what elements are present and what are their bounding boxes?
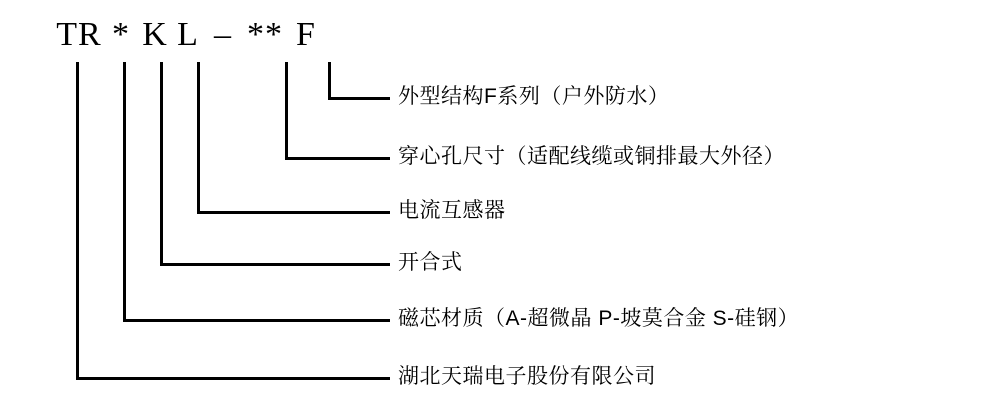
callout-label-split-core: 开合式 bbox=[398, 251, 463, 274]
leader-line-vertical-hole-size bbox=[285, 62, 288, 160]
code-segment-k: K bbox=[142, 16, 168, 53]
code-segment-l: L bbox=[177, 16, 199, 53]
leader-line-horizontal-split-core bbox=[160, 263, 390, 266]
code-segment-dash: – bbox=[214, 16, 232, 53]
callout-label-hole-size: 穿心孔尺寸（适配线缆或铜排最大外径） bbox=[398, 145, 785, 168]
callout-label-company: 湖北天瑞电子股份有限公司 bbox=[398, 365, 656, 388]
callout-label-core-material: 磁芯材质（A-超微晶 P-坡莫合金 S-硅钢） bbox=[398, 307, 800, 330]
leader-line-horizontal-hole-size bbox=[285, 157, 390, 160]
leader-line-vertical-f-series bbox=[328, 62, 331, 100]
code-segment-f: F bbox=[296, 16, 316, 53]
leader-line-vertical-company bbox=[76, 62, 79, 380]
callout-label-f-series: 外型结构F系列（户外防水） bbox=[398, 85, 670, 108]
leader-line-horizontal-core-material bbox=[123, 319, 390, 322]
leader-line-horizontal-company bbox=[76, 377, 390, 380]
leader-line-vertical-ct-type bbox=[197, 62, 200, 214]
leader-line-vertical-core-material bbox=[123, 62, 126, 322]
code-segment-tr: TR bbox=[56, 16, 102, 53]
leader-line-horizontal-f-series bbox=[328, 97, 390, 100]
leader-line-horizontal-ct-type bbox=[197, 211, 390, 214]
model-code-row bbox=[55, 18, 323, 52]
code-segment-star: * bbox=[112, 16, 130, 53]
leader-line-vertical-split-core bbox=[160, 62, 163, 266]
callout-label-ct-type: 电流互感器 bbox=[398, 199, 506, 222]
code-segment-double-star: ** bbox=[247, 16, 283, 53]
